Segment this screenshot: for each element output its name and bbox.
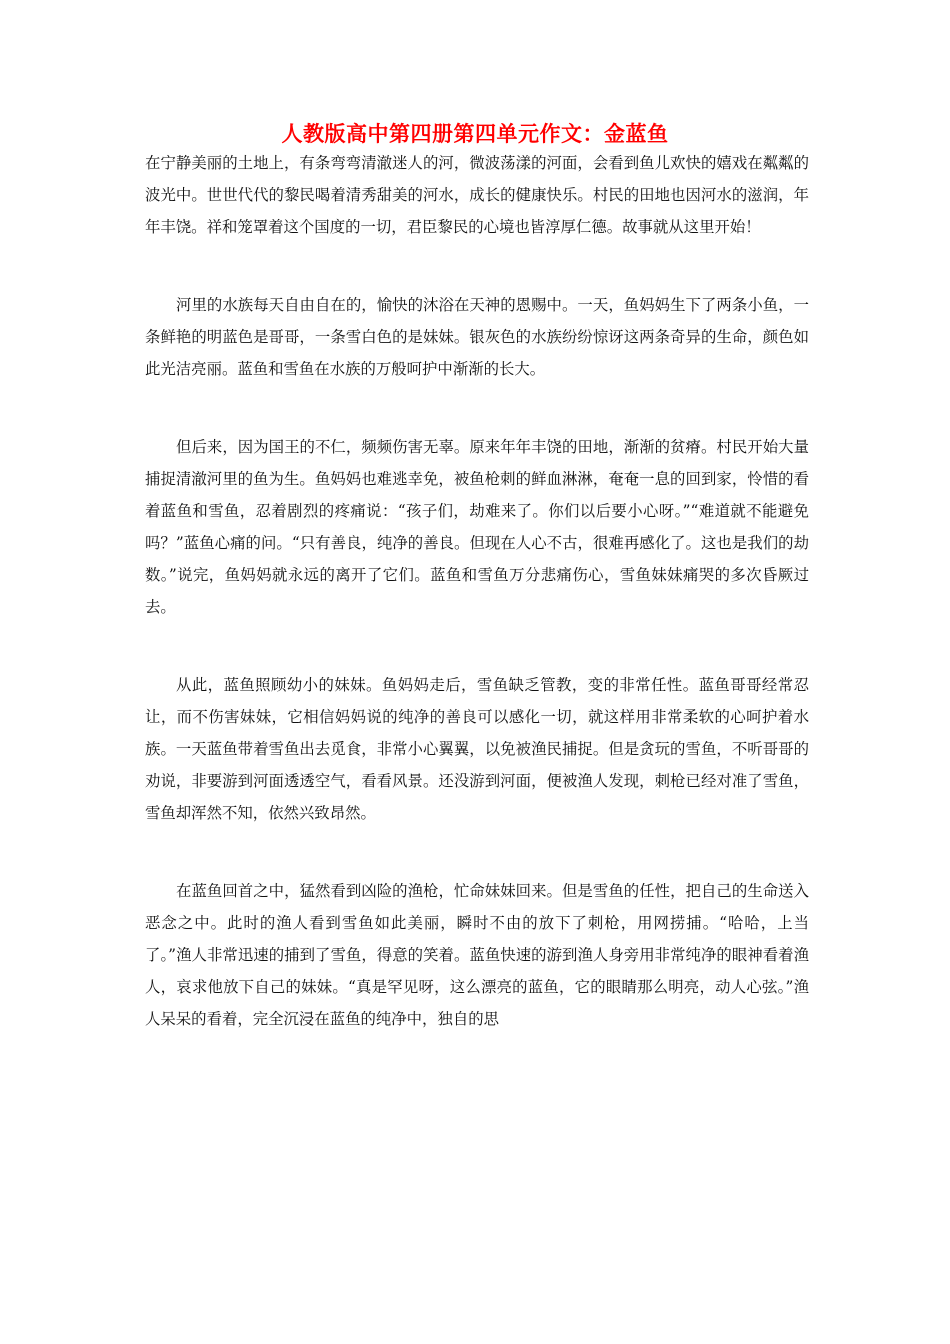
paragraph-3: 但后来，因为国王的不仁，频频伤害无辜。原来年年丰饶的田地，渐渐的贫瘠。村民开始大量捕捉清澈河里的鱼为生。鱼妈妈也难逃幸免，被鱼枪刺的鲜血淋淋，奄奄一息的回到家，怜惜的看着蓝鱼和雪鱼，忍着剧烈的疼痛说：“孩子们，劫难来了。你们以后要小心呀。”“难道就不能避免吗？”蓝鱼心痛的问。“只有善良，纯净的善良。但现在人心不古，很难再感化了。这也是我们的劫数。”说完，鱼妈妈就永远的离开了它们。蓝鱼和雪鱼万分悲痛伤心，雪鱼妹妹痛哭的多次昏厥过去。 <box>145 438 809 616</box>
paragraph-5: 在蓝鱼回首之中，猛然看到凶险的渔枪，忙命妹妹回来。但是雪鱼的任性，把自己的生命送入恶念之中。此时的渔人看到雪鱼如此美丽，瞬时不由的放下了刺枪，用网捞捕。“哈哈，上当了。”渔人非常迅速的捕到了雪鱼，得意的笑着。蓝鱼快速的游到渔人身旁用非常纯净的眼神看着渔人，哀求他放下自己的妹妹。“真是罕见呀，这么漂亮的蓝鱼，它的眼睛那么明亮，动人心弦。”渔人呆呆的看着，完全沉浸在蓝鱼的纯净中，独自的思 <box>145 882 809 1028</box>
document-title: 人教版高中第四册第四单元作文：金蓝鱼 <box>281 121 669 146</box>
paragraph-4: 从此，蓝鱼照顾幼小的妹妹。鱼妈妈走后，雪鱼缺乏管教，变的非常任性。蓝鱼哥哥经常忍让，而不伤害妹妹，它相信妈妈说的纯净的善良可以感化一切，就这样用非常柔软的心呵护着水族。一天蓝鱼带着雪鱼出去觅食，非常小心翼翼，以免被渔民捕捉。但是贪玩的雪鱼，不听哥哥的劝说，非要游到河面透透空气，看看风景。还没游到河面，便被渔人发现，刺枪已经对准了雪鱼，雪鱼却浑然不知，依然兴致昂然。 <box>145 676 809 822</box>
document-body <box>145 147 809 1081</box>
paragraph-2: 河里的水族每天自由自在的，愉快的沐浴在天神的恩赐中。一天，鱼妈妈生下了两条小鱼，一条鲜艳的明蓝色是哥哥，一条雪白色的是妹妹。银灰色的水族纷纷惊讶这两条奇异的生命，颜色如此光洁亮丽。蓝鱼和雪鱼在水族的万般呵护中渐渐的长大。 <box>145 296 809 378</box>
paragraph-1: 在宁静美丽的土地上，有条弯弯清澈迷人的河，微波荡漾的河面，会看到鱼儿欢快的嬉戏在粼粼的波光中。世世代代的黎民喝着清秀甜美的河水，成长的健康快乐。村民的田地也因河水的滋润，年年丰饶。祥和笼罩着这个国度的一切，君臣黎民的心境也皆淳厚仁德。故事就从这里开始！ <box>145 154 809 236</box>
